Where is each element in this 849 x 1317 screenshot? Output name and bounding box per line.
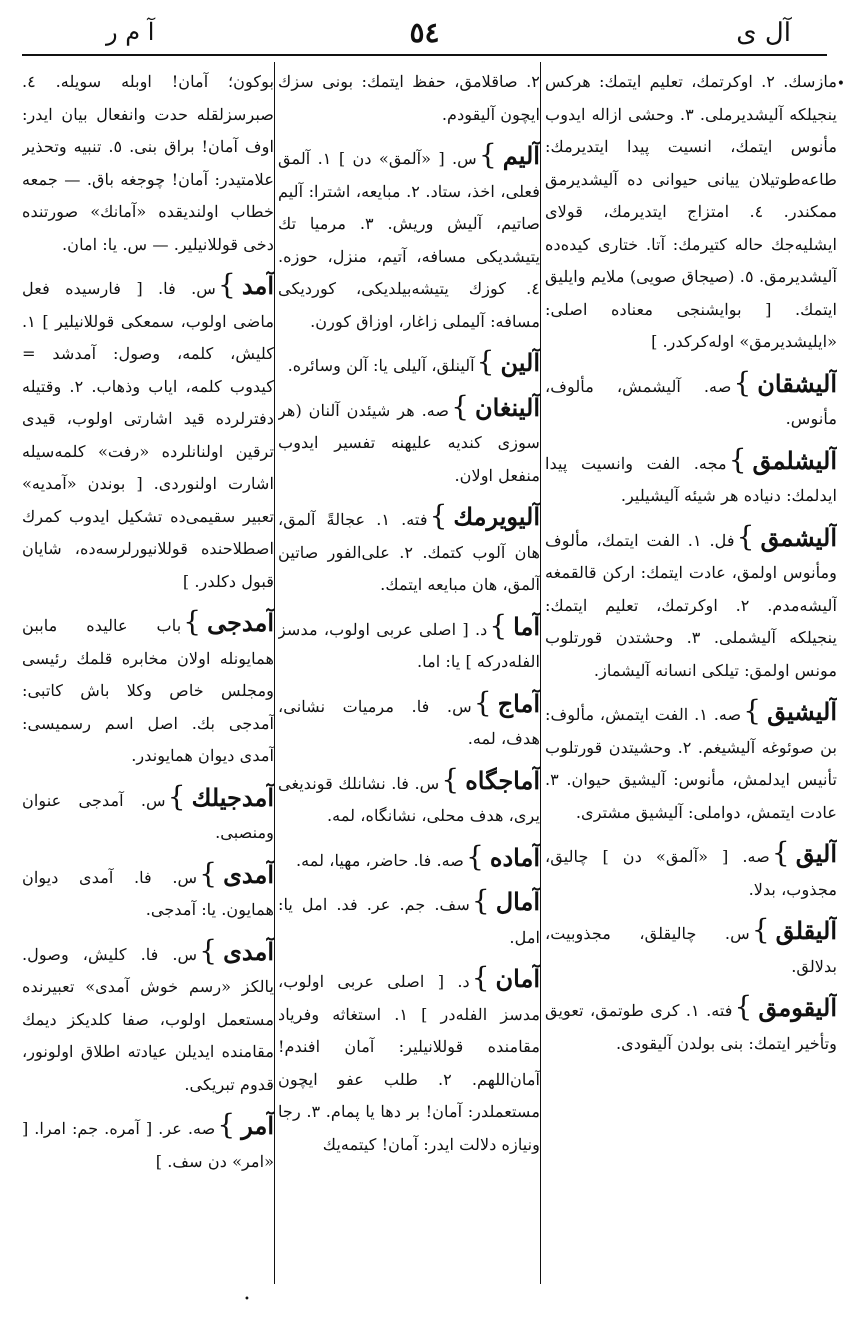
entry-definition: صه. [ «آلمق» دن ] چاليق، مجذوب، بدلا. <box>545 847 837 899</box>
dictionary-entry <box>22 606 274 773</box>
entry-definition: س. فا. مرميات نشانى، هدف، لمه. <box>278 696 540 748</box>
entry-definition: صه. ١. الفت ايتمش، مألوف: بن صوئوغه آليشيغم. ٢. وحشيتدن قورتلوب تأنيس ايدلمش، مأنوس: آليشيق حيوان. ٣. عادت ايتمش، دواملى: آليشيق مشترى. <box>545 705 837 822</box>
entry-definition: سف. جم. عر. فد. امل يا: امل. <box>278 895 540 947</box>
entry-definition: آلينلق، آليلى يا: آلن وسائره. <box>287 356 475 375</box>
entry-brace: } <box>478 138 497 171</box>
dictionary-entry <box>278 610 540 679</box>
dictionary-entry <box>278 66 540 131</box>
dictionary-entry <box>545 444 837 513</box>
entry-definition: مجه. الفت وانسيت پيدا ايدلمك: دنياده هر شيئه آليشيلير. <box>545 453 837 505</box>
column-divider-right <box>540 62 541 1284</box>
entry-brace: } <box>441 762 460 796</box>
dictionary-entry <box>278 346 540 383</box>
column-divider-left <box>274 62 275 1284</box>
entry-headword: آماج <box>497 688 540 718</box>
entry-definition: س. فا. آمدى ديوان همايون. يا: آمدجى. <box>22 867 274 919</box>
entry-headword: آماده <box>489 842 540 872</box>
page-header <box>22 12 827 52</box>
entry-definition: صه. آليشمش، مألوف، مأنوس. <box>545 376 837 428</box>
dictionary-entry <box>22 781 274 850</box>
entry-brace: } <box>167 779 186 813</box>
column-right <box>545 62 837 1284</box>
entry-brace: } <box>199 856 218 890</box>
entry-brace: } <box>771 836 790 869</box>
entry-brace: } <box>466 839 484 873</box>
dictionary-entry <box>22 858 274 927</box>
entry-headword: آمدجيلك <box>191 782 274 812</box>
entry-brace: } <box>183 605 202 638</box>
entry-headword: آلينغان <box>475 392 540 422</box>
entry-definition: صه. هر شيئدن آلنان (هر سوزى كنديه عليهنه تفسير ايدوب منفعل اولان. <box>278 400 540 485</box>
entry-headword: آما <box>513 611 540 641</box>
entry-brace: } <box>728 442 747 476</box>
dictionary-entry <box>278 687 540 756</box>
entry-headword: آماجگاه <box>465 765 540 795</box>
dictionary-entry <box>22 66 274 261</box>
entry-brace: } <box>751 913 770 946</box>
entry-definition: فته. ١. عجالةً آلمق، هان آلوب كتمك. ٢. على‌الفور صاتين آلمق، هان مبايعه ايتمك. <box>278 510 540 594</box>
entry-brace: } <box>218 268 236 301</box>
entry-definition: فل. ١. الفت ايتمك، مألوف ومأنوس اولمق، عادت ايتمك: اركن قالقمغه آليشه‌مدم. ٢. اوكرتمك، تعليم ايتمك: ينجيلكه آليشملى. ٣. وحشتدن قورتلوب مونس اولمق: تيلكى انسانه آليشماز. <box>545 530 837 680</box>
dictionary-entry <box>278 391 540 493</box>
entry-brace: } <box>473 685 492 719</box>
dictionary-entry <box>278 500 540 602</box>
entry-headword: آليشقان <box>757 368 837 398</box>
dictionary-entry <box>278 885 540 954</box>
entry-brace: } <box>743 694 762 727</box>
entry-headword: آليقلق <box>775 916 837 945</box>
dictionary-entry <box>545 837 837 906</box>
entry-headword: آليق <box>795 839 837 868</box>
entry-brace: } <box>451 389 470 423</box>
entry-headword: آمدجى <box>207 608 274 637</box>
header-first-word: آل ی <box>736 18 791 48</box>
dictionary-entry <box>278 764 540 833</box>
entry-definition: ٢. صاقلامق، حفظ ايتمك: بونى سزك ايچون آليقودم. <box>278 72 540 124</box>
entry-brace: } <box>471 961 490 994</box>
entry-definition: س. فا. نشانلك قونديغى يرى، هدف محلى، نشانگاه، لمه. <box>278 773 540 825</box>
entry-headword: آلين <box>500 348 540 377</box>
page-number: ٥٤ <box>409 16 440 49</box>
dictionary-entry <box>278 962 540 1161</box>
entry-definition: س. [ «آلمق» دن ] ١. آلمق فعلى، اخذ، ستاد. ٢. مبايعه، اشترا: آليم صاتيم، آليش وريش. ٣. مرميا تك يتيشديكى مسافه، آتيم، منزل، حوزه. ٤. كوزك يتيشه‌بيلديكى، كورديكى مسافه: آليملى زاغار، اوزاق كورن. <box>278 149 540 331</box>
entry-brace: } <box>429 499 448 532</box>
entry-headword: آمر <box>241 1111 274 1140</box>
entry-definition: س. چاليقلق، مجذوبيت، بدلالق. <box>545 924 837 976</box>
dictionary-entry <box>545 991 837 1060</box>
dictionary-entry <box>545 695 837 829</box>
entry-brace: } <box>199 933 218 967</box>
entry-brace: } <box>217 1108 236 1141</box>
header-rule <box>22 54 827 56</box>
entry-definition: س. فا. [ فارسيده فعل ماضى اولوب، سمعكى قوللانيلير ] ١. كليش، كلمه، وصول: آمدشد = كيدوب كلمه، اياب وذهاب. ٢. وقتيله دفترلرده قيد اشارتى اولوب، قيدى ترقين اولنانلرده «رفت» كلمه‌سيله اشارت اولنوردى. [ بوندن «آمديه» تعبير سقيمى‌ده تشكيل ايدوب كمرك اصطلاحنده قوللانيورلرسه‌ده، شايان قبول دكلدر. ] <box>22 279 274 591</box>
dictionary-entry <box>545 66 837 359</box>
dictionary-entry <box>278 841 540 878</box>
entry-headword: آمال <box>495 887 540 916</box>
entry-definition: باب عاليده ماببن همايونله اولان مخابره قلمك رئيسى ومجلس خاص وكلا باش كاتبى: آمدجى بك. اصل اسم رسميسى: آمدى ديوان همايوندر. <box>22 616 274 765</box>
column-middle <box>278 62 540 1284</box>
entry-definition: صه. فا. حاضر، مهيا، لمه. <box>295 850 465 870</box>
margin-mark: • <box>836 76 845 92</box>
entry-definition: د. [ اصلى عربى اولوب، مدسز الفله‌در ] ١. استغاثه وفرياد مقامنده قوللانيلير: آمان افندم! آمان‌اللهم. ٢. طلب عفو ايچون مستعملدر: آمان! بر دها يا پمام. ٣. رجا ونيازه دلالت ايدر: آمان! كيتمه‌يك <box>278 972 540 1154</box>
entry-headword: آليشلمق <box>752 445 837 475</box>
entry-headword: آليويرمك <box>453 502 540 531</box>
entry-definition: بوكون؛ آمان! اوبله سويله. ٤. صبرسزلقله حدت وانفعال بيان ايدر: اوف آمان! براق بنى. ٥. تنبيه وتحذير علامتيدر: آمان! چوجغه باق. — جمعه خطاب اولنديقده «آمانك» صورتنده دخى قوللانيلير. — س. يا: امان. <box>22 72 274 254</box>
dictionary-entry <box>278 139 540 338</box>
entry-definition: س. فا. كليش، وصول. يالكز «رسم خوش آمدى» تعبيرنده مستعمل اولوب، صفا كلديكز ديمك مقامنده ايديلن عيادته اطلاق اولونور، قدوم تبريكى. <box>22 944 274 1094</box>
entry-definition: صه. عر. [ آمره. جم: امرا. [ «امر» دن سف. ] <box>22 1119 274 1171</box>
entry-brace: } <box>476 345 495 378</box>
entry-definition: فته. ١. كرى طوتمق، تعويق وتأخير ايتمك: بنى بولدن آليقودى. <box>545 1001 837 1053</box>
entry-brace: } <box>733 365 752 399</box>
entry-headword: آمدى <box>223 859 274 889</box>
entry-brace: } <box>736 519 755 553</box>
dictionary-entry <box>22 269 274 598</box>
entry-definition: مازسك. ٢. اوكرتمك، تعليم ايتمك: هركس ينجيلكه آليشديرملى. ٣. وحشى ازاله ايدوب مأنوس ايتمك، انسيت پيدا ايتديرمك: طاعه‌طوتيلان ييانى حيوانى ده آليشديرمق ممكندر. ٤. امتزاج ايتديرمك، قولاى ايشليه‌جك حاله كتيرمك: آتا. ختارى كيده‌ده آليشديرمق. ٥. (صيجاق صويى) ملايم وايليق ايتمك. [ بوايشنجى معناده اصلى: «ايليشديرمق» اوله‌كركدر. ] <box>545 72 837 351</box>
entry-brace: } <box>734 990 753 1023</box>
entry-headword: آليشمق <box>760 522 837 552</box>
entry-brace: } <box>471 884 490 917</box>
footer-dot: • <box>244 1294 250 1305</box>
entry-headword: آمد <box>241 271 274 300</box>
dictionary-entry <box>545 367 837 436</box>
entry-headword: آمان <box>495 964 540 993</box>
entry-headword: آليم <box>502 141 540 170</box>
column-left <box>22 62 274 1284</box>
entry-brace: } <box>489 608 508 642</box>
dictionary-entry <box>545 521 837 688</box>
entry-definition: س. آمدجى عنوان ومنصبى. <box>22 790 274 842</box>
dictionary-entry <box>545 914 837 983</box>
entry-definition: د. [ اصلى عربى اولوب، مدسز الفله‌دركه ] يا: اما. <box>278 619 540 671</box>
dictionary-entry <box>22 1109 274 1178</box>
dictionary-entry <box>22 935 274 1102</box>
entry-headword: آمدى <box>223 936 274 966</box>
header-last-word: آ م ر <box>106 18 155 46</box>
entry-headword: آليشيق <box>767 697 837 726</box>
entry-headword: آليقومق <box>758 993 837 1022</box>
